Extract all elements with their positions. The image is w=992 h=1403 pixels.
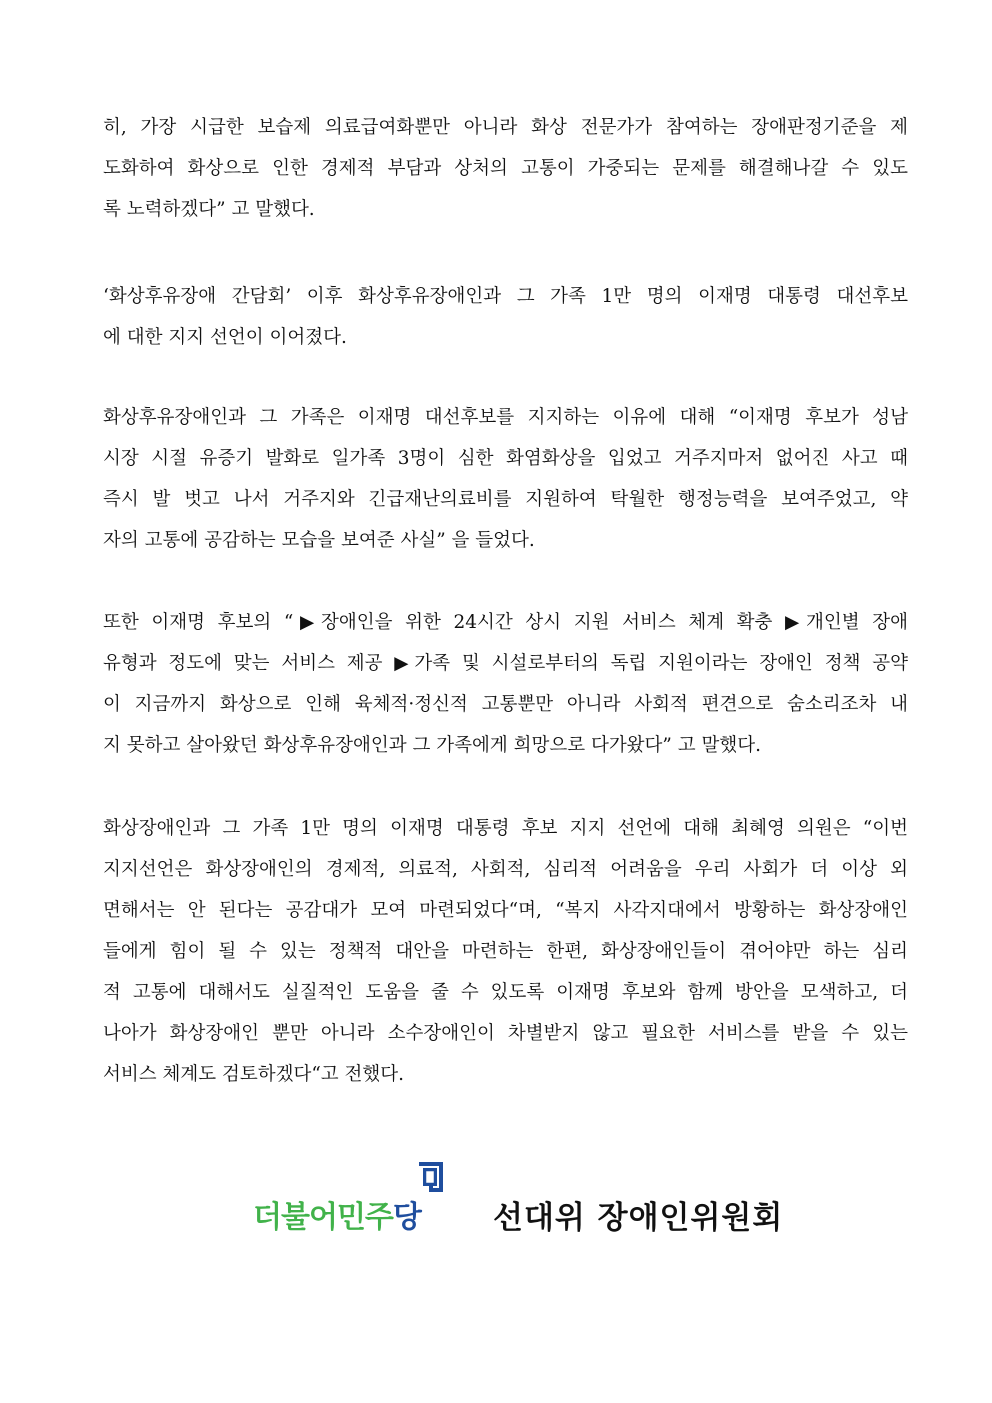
text-line: 지 못하고 살아왔던 화상후유장애인과 그 가족에게 희망으로 다가왔다” 고 말했다. [103, 735, 762, 756]
text-line: 자의 고통에 공감하는 모습을 보여준 사실” 을 들었다. [103, 530, 535, 551]
text-line: 히, 가장 시급한 보습제 의료급여화뿐만 아니라 화상 전문가가 참여하는 장애판정기준을 제 [103, 117, 908, 138]
paragraph [103, 397, 908, 561]
text-line: 또한 이재명 후보의 “▶장애인을 위한 24시간 상시 지원 서비스 체계 확충 ▶개인별 장애 [103, 612, 908, 633]
text-line: 화상장애인과 그 가족 1만 명의 이재명 대통령 후보 지지 선언에 대해 최혜영 의원은 “이번 [103, 818, 908, 839]
text-line: 화상후유장애인과 그 가족은 이재명 대선후보를 지지하는 이유에 대해 “이재명 후보가 성남 [103, 407, 908, 428]
party-logo-text: 더불어민주당 [253, 1200, 421, 1235]
paragraph [103, 602, 908, 766]
text-line: 록 노력하겠다” 고 말했다. [103, 199, 315, 220]
text-line: 들에게 힘이 될 수 있는 정책적 대안을 마련하는 한편, 화상장애인들이 겪어야만 하는 심리 [103, 941, 908, 962]
committee-name: 선대위 장애인위원회 [493, 1200, 784, 1236]
text-line: 서비스 체계도 검토하겠다“고 전했다. [103, 1064, 405, 1085]
text-line: 적 고통에 대해서도 실질적인 도움을 줄 수 있도록 이재명 후보와 함께 방안을 모색하고, 더 [103, 982, 908, 1003]
text-line: 이 지금까지 화상으로 인해 육체적·정신적 고통뿐만 아니라 사회적 편견으로 숨소리조차 내 [103, 694, 908, 715]
text-line: 에 대한 지지 선언이 이어졌다. [103, 327, 347, 348]
paragraph [103, 808, 908, 1095]
text-line: ‘화상후유장애 간담회’ 이후 화상후유장애인과 그 가족 1만 명의 이재명 대통령 대선후보 [103, 286, 908, 307]
party-logo [253, 1160, 453, 1235]
text-line: 시장 시절 유증기 발화로 일가족 3명이 심한 화염화상을 입었고 거주지마저 없어진 사고 때 [103, 448, 908, 469]
footer-signature [253, 1160, 813, 1236]
text-line: 면해서는 안 된다는 공감대가 모여 마련되었다“며, “복지 사각지대에서 방황하는 화상장애인 [103, 900, 908, 921]
party-logo-icon [417, 1162, 443, 1192]
text-line: 즉시 발 벗고 나서 거주지와 긴급재난의료비를 지원하여 탁월한 행정능력을 보여주었고, 약 [103, 489, 908, 510]
text-line: 유형과 정도에 맞는 서비스 제공 ▶가족 및 시설로부터의 독립 지원이라는 장애인 정책 공약 [103, 653, 908, 674]
paragraph [103, 276, 908, 358]
paragraph [103, 107, 908, 230]
text-line: 지지선언은 화상장애인의 경제적, 의료적, 사회적, 심리적 어려움을 우리 사회가 더 이상 외 [103, 859, 908, 880]
text-line: 나아가 화상장애인 뿐만 아니라 소수장애인이 차별받지 않고 필요한 서비스를 받을 수 있는 [103, 1023, 908, 1044]
text-line: 도화하여 화상으로 인한 경제적 부담과 상처의 고통이 가중되는 문제를 해결해나갈 수 있도 [103, 158, 908, 179]
